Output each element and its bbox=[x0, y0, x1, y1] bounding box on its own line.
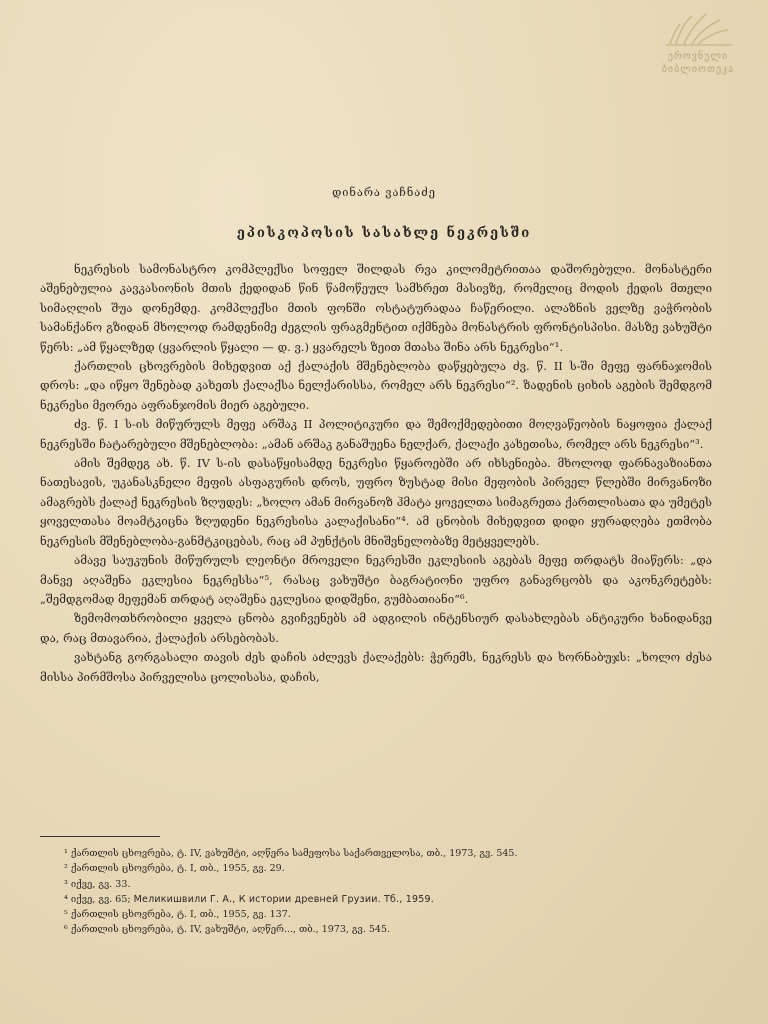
paragraph: ძვ. წ. I ს-ის მიწურულს მეფე არშაკ II პოლიტიკური და შემოქმედებითი მოღვაწეობის ნაყოფია ქალაქ ნეკრესში ჩატარებული მშენებლობა: „ამან არშაკ განაშუენა ნელქარ, ქალაქი კახეთისა, რომელ არს ნეკრესი“³. bbox=[40, 417, 712, 451]
paragraph: ვახტანგ გორგასალი თავის ძეს დაჩის აძლევს ქალაქებს: ჭერემს, ნეკრესს და ხორნაბუჯს: „ხოლო ძესა მისსა პირმშოსა პირველისა ცოლისასა, დაჩის, bbox=[40, 650, 712, 684]
footnotes bbox=[40, 846, 710, 938]
paragraph: ქართლის ცხოვრების მიხედვით აქ ქალაქის მშენებლობა დაწყებულა ძვ. წ. II ს-ში მეფე ფარნაჯომის დროს: „და იწყო შენებად კახეთს ქალაქსა ნელქარისსა, რომელ არს ნეკრესი“². ზადენის ციხის აგების შემდგომ ნეკრესი მეორეა აფრანჯომის მიერ აგებული. bbox=[40, 359, 712, 412]
paragraph: ნეკრესის სამონასტრო კომპლექსი სოფელ შილდას რვა კილომეტრითაა დაშორებული. მონასტერი აშენებულია კავკასიონის მთის ქედიდან წინ წამოწეულ სამხრეთ მასივზე, რომელიც მოდის ქედის მთელი სიმაღლის შუა დონემდე. კომპლექსი მთის ფონში ოსტატურადაა ჩაწერილი. ალაზნის ველზე ვაჭრობის სამანქანო გზიდან მხოლოდ რამდენიმე ძეგლის ფრაგმენტით იქმნება მონასტრის ფრონტისპისი. მასზე ვახუშტი წერს: „ამ წყალზედ (ყვარლის წყალი — დ. ვ.) ყვარელს ზეით მთასა შინა არს ნეკრესი“¹. bbox=[40, 262, 712, 354]
article-title: ეპისკოპოსის სასახლე ნეკრესში bbox=[236, 226, 532, 241]
footnote-russian-reference: Меликишвили Г. А., К истории древней Грузии. Тб., 1959. bbox=[133, 893, 434, 905]
stamp-line-1: ეროვნული bbox=[667, 51, 729, 62]
footnote-text: ³ იქვე, გვ. 33. bbox=[64, 878, 131, 890]
article-author: დინარა ვაჩნაძე bbox=[332, 186, 436, 199]
paragraph: ამავე საუკუნის მიწურულს ლეონტი მროველი ნეკრესში ეკლესიის აგებას მეფე თრდატს მიაწერს: „და მანვე აღაშენა ეკლესია ნეკრესსა“⁵, რასაც ვახუშტი ბაგრატიონი უფრო განავრცობს და აკონკრეტებს: „შემდგომად მეფემან თრდატ აღაშენა ეკლესია დიდშენი, გუმბათიანი“⁶. bbox=[40, 553, 712, 606]
footnote-text: ⁶ ქართლის ცხოვრება, ტ. IV, ვახუშტი, აღწერ..., თბ., 1973, გვ. 545. bbox=[64, 924, 391, 936]
paragraph: ზემომოთხრობილი ყველა ცნობა გვიჩვენებს ამ ადგილის ინტენსიურ დასახლებას ანტიკური ხანიდანვე და, რაც მთავარია, ქალაქის არსებობას. bbox=[40, 611, 712, 645]
article-body bbox=[40, 260, 712, 687]
footnote bbox=[40, 861, 710, 876]
footnote bbox=[40, 877, 710, 892]
footnote-text: ¹ ქართლის ცხოვრება, ტ. IV, ვახუშტი, აღწერა სამეფოსა საქართველოსა, თბ., 1973, გვ. 545. bbox=[64, 848, 518, 859]
footnote bbox=[40, 846, 710, 861]
footnote bbox=[40, 907, 710, 922]
library-logo-icon bbox=[662, 10, 734, 50]
library-stamp bbox=[650, 10, 746, 88]
footnote-text: ⁵ ქართლის ცხოვრება, ტ. I, თბ., 1955, გვ. 137. bbox=[64, 909, 291, 921]
footnote-text: ² ქართლის ცხოვრება, ტ. I, თბ., 1955, გვ. 29. bbox=[64, 863, 285, 875]
paragraph: ამის შემდეგ ახ. წ. IV ს-ის დასაწყისამდე ნეკრესი წყაროებში არ იხსენიება. მხოლოდ ფარნავაზიანთა ნათესავის, უკანასკნელი მეფის ასფაგურის დროს, უფრო ზუსტად მისი მეფობის პირველ წლებში მირვანოზი ამაგრებს ქალაქ ნეკრესის ზღუდეს: „ხოლო ამან მირვანოზ ჰმატა ყოველთა სიმაგრეთა ქართლისათა და უმეტეს ყოველთასა მოამტკიცნა ზღუდენი ნეკრესისა კალაქისანი“⁴. ამ ცნობის მიხედვით დიდი ყურადღება ეთმობა ნეკრესის მშენებლობა-განმტკიცებას, რაც ამ პუნქტის მნიშვნელობაზე მეტყველებს. bbox=[40, 456, 712, 548]
footnote bbox=[40, 922, 710, 937]
footnote bbox=[40, 892, 710, 907]
stamp-line-2: ბიბლიოთეკა bbox=[661, 64, 735, 75]
footnote-text: ⁴ იქვე, გვ. 65; bbox=[64, 893, 131, 905]
footnote-divider bbox=[40, 836, 160, 837]
